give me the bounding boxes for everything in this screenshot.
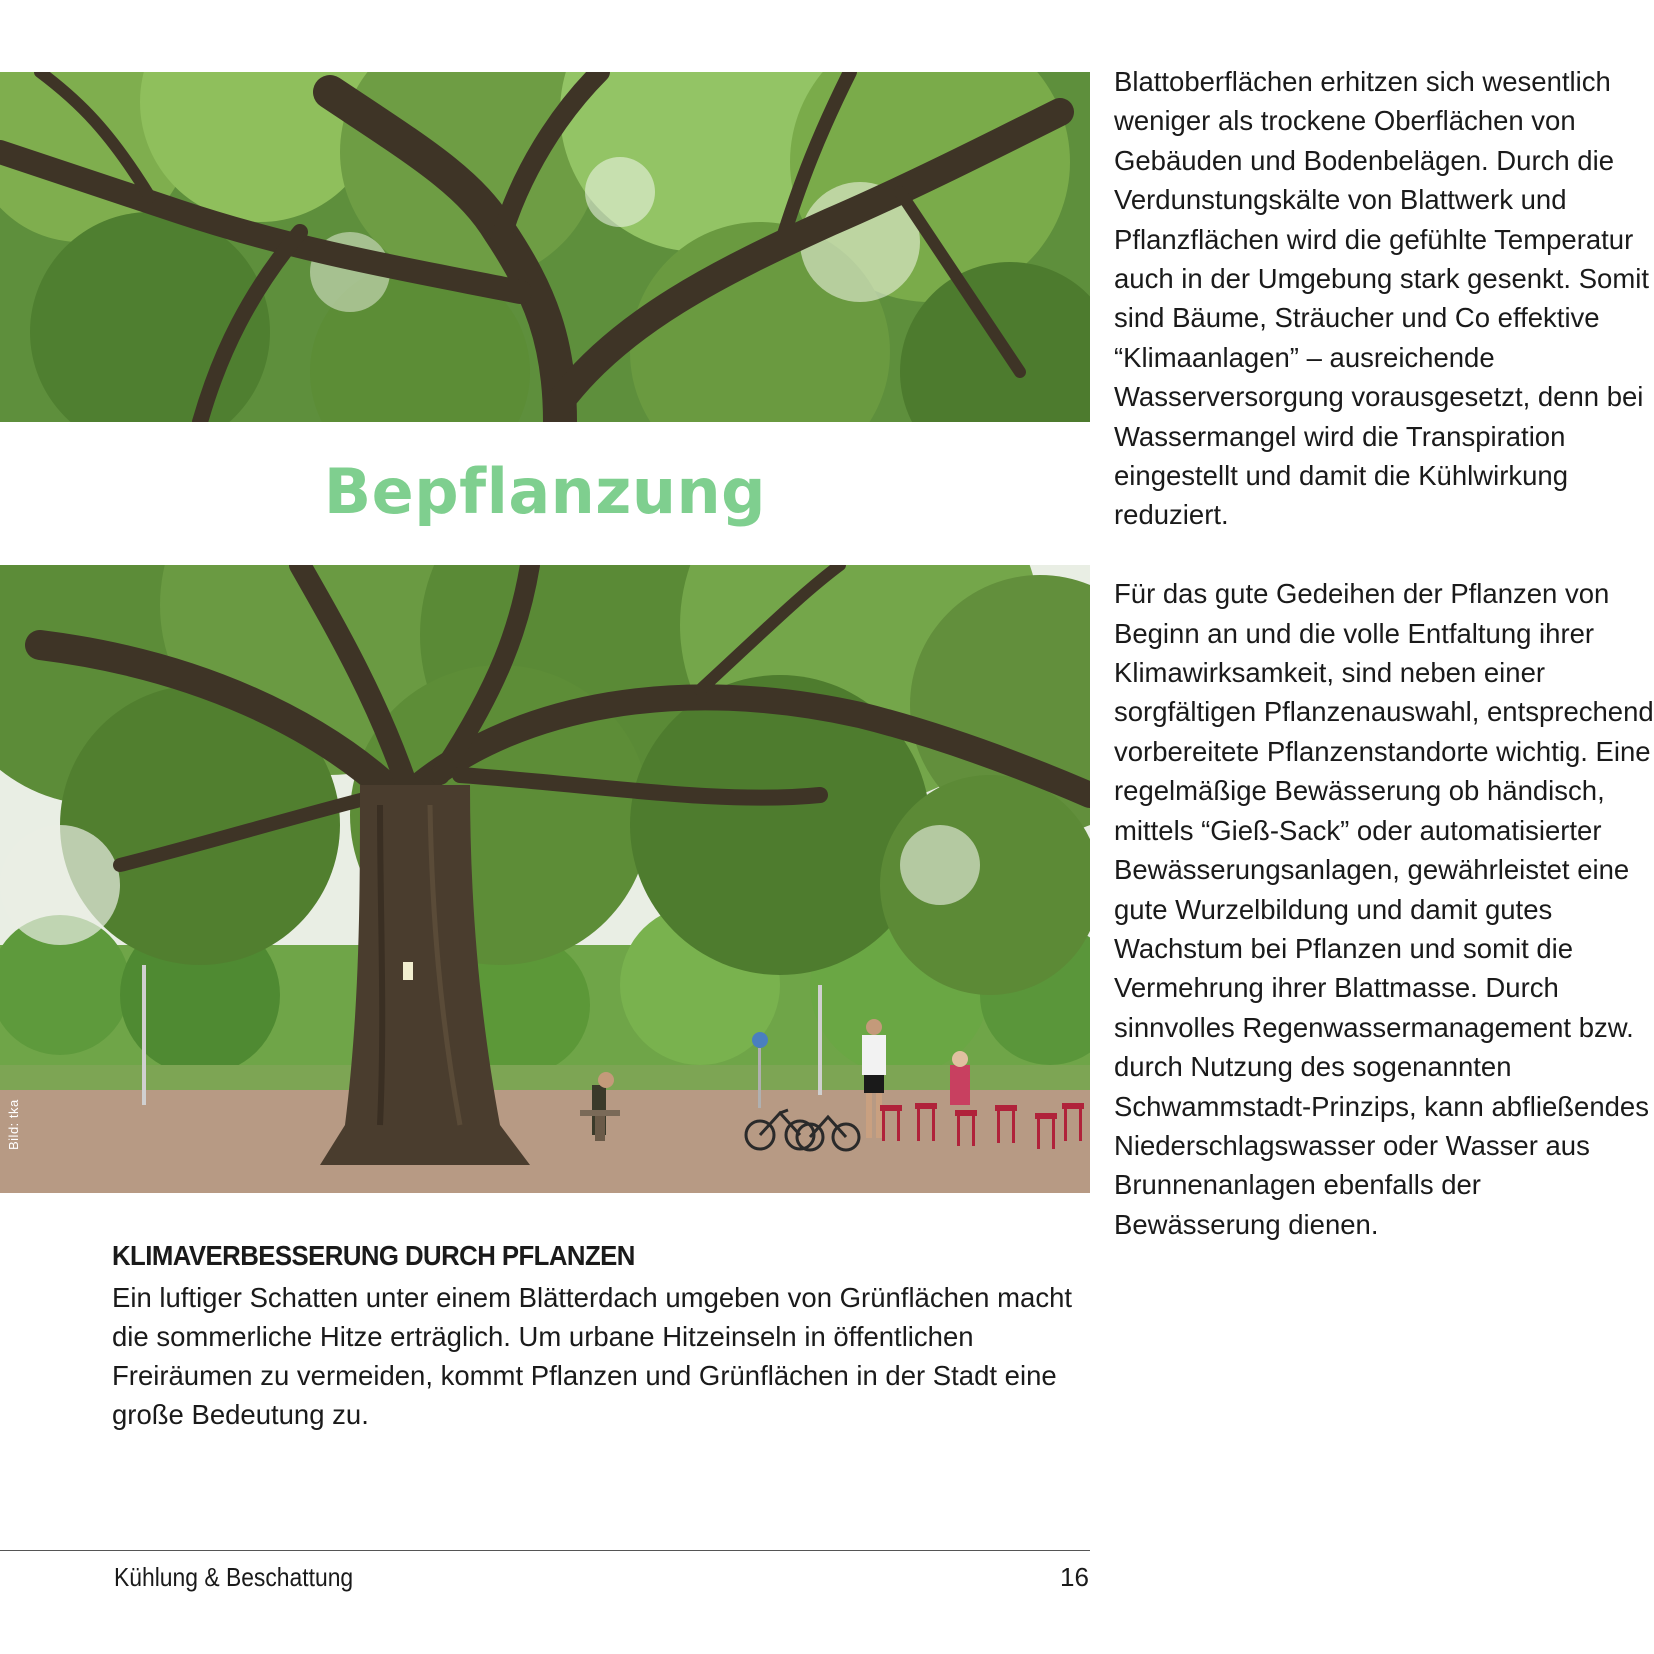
- section-body: Ein luftiger Schatten unter einem Blätterdach umgeben von Grünflächen macht die sommerliche Hitze erträglich. Um urbane Hitzeinseln in öffentlichen Freiräumen zu vermeiden, kommt Pflanzen und Grünflächen in der Stadt eine große Bedeutung zu.: [112, 1282, 1073, 1430]
- park-tree-photo: [0, 565, 1090, 1193]
- canopy-photo-illustration: [0, 72, 1090, 422]
- photo-credit: Bild: tka: [6, 1099, 21, 1150]
- page-number: 16: [1060, 1562, 1089, 1592]
- page-title: Bepflanzung: [323, 455, 767, 528]
- right-column-text: [1114, 62, 1654, 1244]
- paragraph: Blattoberflächen erhitzen sich wesentlich weniger als trockene Oberflächen von Gebäuden und Bodenbelägen. Durch die Verdunstungskälte von Blattwerk und Pflanzflächen wird die gefühlte Temperatur auch in der Umgebung stark gesenkt. Somit sind Bäume, Sträucher und Co effektive “Klimaanlagen” – ausreichende Wasserversorgung vorausgesetzt, denn bei Wassermangel wird die Transpiration eingestellt und damit die Kühlwirkung reduziert.: [1114, 66, 1650, 531]
- canopy-photo: [0, 72, 1090, 422]
- footer-divider: [0, 1550, 1090, 1551]
- park-tree-photo-illustration: [0, 565, 1090, 1193]
- section-heading: KLIMAVERBESSERUNG DURCH PFLANZEN: [112, 1240, 635, 1271]
- paragraph: Für das gute Gedeihen der Pflanzen von Beginn an und die volle Entfaltung ihrer Klimawirksamkeit, sind neben einer sorgfältigen Pflanzenauswahl, entsprechend vorbereitete Pflanzenstandorte wichtig. Eine regelmäßige Bewässerung ob händisch, mittels “Gieß-Sack” oder automatisierter Bewässerungsanlagen, gewährleistet eine gute Wurzelbildung und damit gutes Wachstum bei Pflanzen und somit die Vermehrung ihrer Blattmasse. Durch sinnvolles Regenwassermanagement bzw. durch Nutzung des sogenannten Schwammstadt-Prinzips, kann abfließendes Niederschlagswasser oder Wasser aus Brunnenanlagen ebenfalls der Bewässerung dienen.: [1114, 578, 1654, 1240]
- climate-section: [112, 1240, 1072, 1434]
- footer-section-label: Kühlung & Beschattung: [114, 1562, 354, 1592]
